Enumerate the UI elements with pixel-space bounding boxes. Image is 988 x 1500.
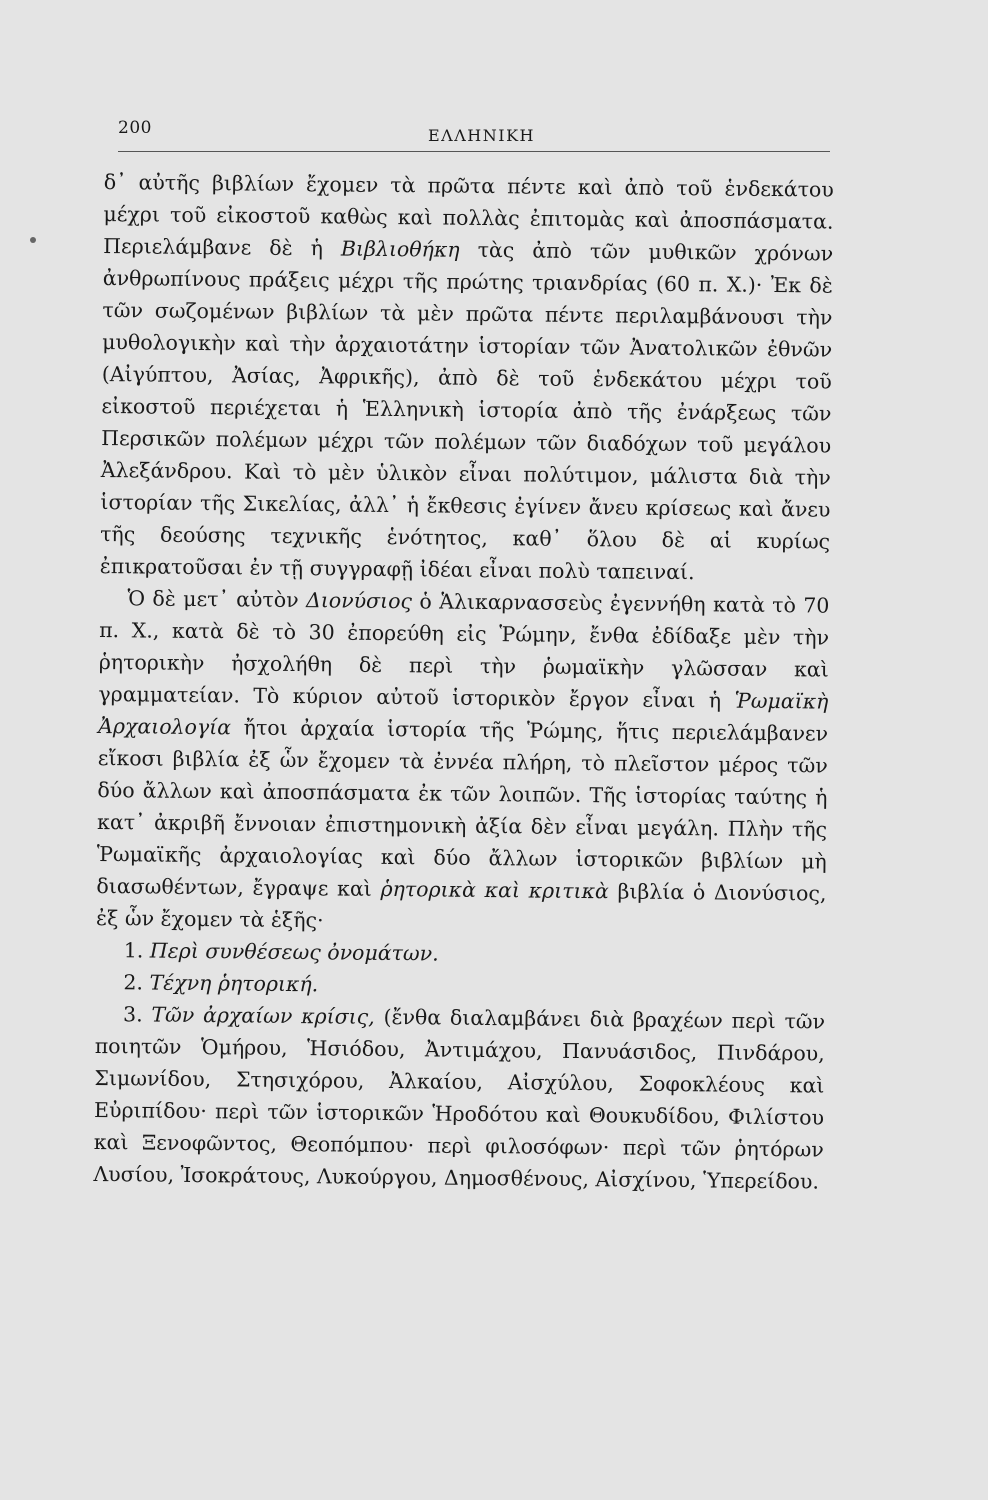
list-item-title: Τῶν ἀρχαίων κρίσις, — [151, 1002, 375, 1029]
header-rule — [118, 151, 830, 152]
body-text — [93, 166, 834, 1198]
list-item-number: 3. — [122, 1002, 143, 1027]
list-item-number: 1. — [123, 938, 144, 963]
works-list — [93, 934, 826, 1198]
para2-italic-3: ῥητορικὰ καὶ κριτικὰ — [380, 876, 609, 904]
running-title: ΕΛΛΗΝΙΚΗ — [428, 126, 535, 145]
list-item-title: Τέχνη ῥητορική. — [149, 970, 319, 997]
para1-text: δ᾽ αὐτῆς βιβλίων ἔχομεν τὰ πρῶτα πέντε καὶ ἀπὸ τοῦ ἑνδεκάτου μέχρι τοῦ εἰκοστοῦ καθὼς καὶ πολλὰς ἐπιτομὰς καὶ ἀποσπάσματα. Περιελάμβανε δὲ ἡ — [103, 169, 834, 261]
paragraph-2 — [96, 582, 830, 942]
margin-dot — [30, 237, 36, 243]
para2-end: βιβλία ὁ Διονύσιος, ἐξ ὧν ἔχομεν τὰ ἑξῆς· — [95, 879, 827, 933]
list-item-text: (ἔνθα διαλαμβάνει διὰ βραχέων περὶ τῶν ποιητῶν Ὁμήρου, Ἡσιόδου, Ἀντιμάχου, Πανυάσιδος, Πινδάρου, Σιμωνίδου, Στησιχόρου, Ἀλκαίου, Αἰσχύλου, Σοφοκλέους καὶ Εὐριπίδου· περὶ τῶν ἱστορικῶν Ἡροδότου καὶ Θουκυδίδου, Φιλίστου καὶ Ξενοφῶντος, Θεοπόμπου· περὶ φιλοσόφων· περὶ τῶν ῥητόρων Λυσίου, Ἰσοκράτους, Λυκούργου, Δημοσθένους, Αἰσχίνου, Ὑπερείδου. — [93, 1004, 826, 1194]
para2-mid: ὁ Ἁλικαρνασσεὺς ἐγεννήθη κατὰ τὸ 70 π. Χ., κατὰ δὲ τὸ 30 ἐπορεύθη εἰς Ῥώμην, ἔνθα ἐδίδαξε μὲν τὴν ῥητορικὴν ἠσχολήθη δὲ περὶ τὴν ῥωμαϊκὴν γλῶσσαν καὶ γραμματείαν. Τὸ κύριον αὐτοῦ ἱστορικὸν ἔργον εἶναι ἡ — [98, 589, 830, 713]
para1-rest: τὰς ἀπὸ τῶν μυθικῶν χρόνων ἀνθρωπίνους πράξεις μέχρι τῆς πρώτης τριανδρίας (60 π. Χ.)· Ἐκ δὲ τῶν σωζομένων βιβλίων τὰ μὲν πρῶτα πέντε περιλαμβάνουσι τὴν μυθολογικὴν καὶ τὴν ἀρχαιοτάτην ἱστορίαν τῶν Ἀνατολικῶν ἐθνῶν (Αἰγύπτου, Ἀσίας, Ἀφρικῆς), ἀπὸ δὲ τοῦ ἑνδεκάτου μέχρι τοῦ εἰκοστοῦ περιέχεται ἡ Ἑλληνικὴ ἱστορία ἀπὸ τῆς ἐνάρξεως τῶν Περσικῶν πολέμων μέχρι τῶν πολέμων τῶν διαδόχων τοῦ μεγάλου Ἀλεξάνδρου. Καὶ τὸ μὲν ὑλικὸν εἶναι πολύτιμον, μάλιστα διὰ τὴν ἱστορίαν τῆς Σικελίας, ἀλλ᾽ ἡ ἔκθεσις ἐγίνεν ἄνευ κρίσεως καὶ ἄνευ τῆς δεούσης τεχνικῆς ἑνότητος, καθ᾽ ὅλου δὲ αἱ κυρίως ἐπικρατοῦσαι ἐν τῇ συγγραφῇ ἰδέαι εἶναι πολὺ ταπειναί. — [99, 237, 834, 585]
list-item-title: Περὶ συνθέσεως ὀνομάτων. — [149, 938, 439, 966]
para2-italic-2: Ῥωμαϊκὴ Ἀρχαιολογία — [98, 688, 829, 740]
para2-mid2: ἤτοι ἀρχαία ἱστορία τῆς Ῥώμης, ἥτις περιελάμβανεν εἴκοσι βιβλία ἐξ ὧν ἔχομεν τὰ ἐννέα πλήρη, τὸ πλεῖστον μέρος τῶν δύο ἄλλων καὶ ἀποσπάσματα ἐκ τῶν λοιπῶν. Τῆς ἱστορίας ταύτης ἡ κατ᾽ ἀκριβῆ ἔννοιαν ἐπιστημονικὴ ἀξία δὲν εἶναι μεγάλη. Πλὴν τῆς Ῥωμαϊκῆς ἀρχαιολογίας καὶ δύο ἄλλων ἱστορικῶν βιβλίων μὴ διασωθέντων, ἔγραψε καὶ — [96, 715, 829, 901]
list-item — [93, 998, 825, 1198]
page-number: 200 — [118, 118, 152, 138]
paragraph-1 — [100, 166, 834, 590]
para2-italic-1: Διονύσιος — [305, 588, 413, 614]
para1-italic: Βιβλιοθήκη — [340, 236, 460, 262]
list-item-number: 2. — [123, 970, 144, 995]
para2-start: Ὁ δὲ μετ᾽ αὐτὸν — [127, 586, 299, 613]
